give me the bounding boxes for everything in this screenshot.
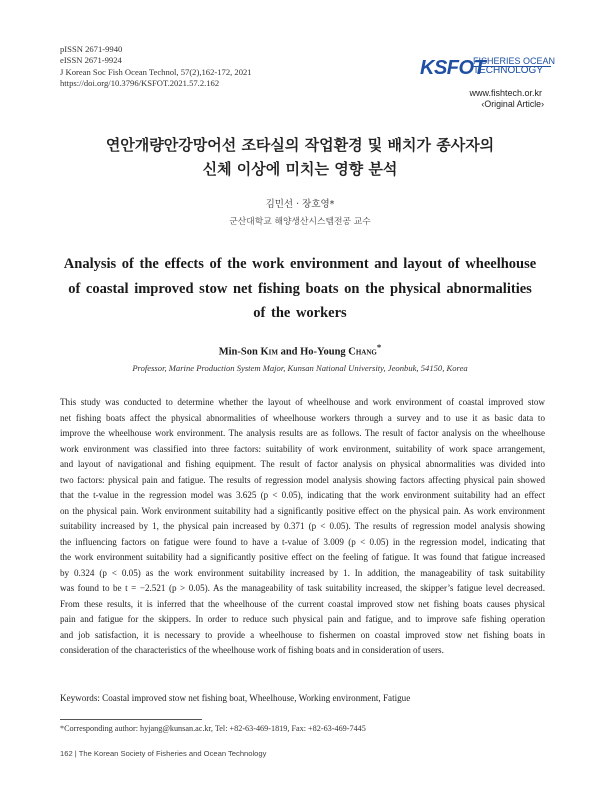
author2-given: Ho-Young [300,346,349,358]
abstract-line: improve the wheelhouse work environment. The analysis results are as follows. The result of factor analysis on the wheelhouse [60,428,545,438]
citation: J Korean Soc Fish Ocean Technol, 57(2),162-172, 2021 [60,66,252,77]
journal-meta [60,44,252,90]
keywords: Keywords: Coastal improved stow net fishing boat, Wheelhouse, Working environment, Fatigue [60,693,411,703]
abstract-line: suitability increased by 1, the physical pain increased by 0.371 (p < 0.05). The results of regression model analysis showing [60,521,545,531]
english-title-line3: of the workers [253,305,347,321]
logo-mark: KSFOT [420,57,486,79]
abstract-line: the work environment suitability had a significantly positive effect on the feeling of fatigue. It was found that fatigue increased [60,552,545,562]
abstract [60,395,545,659]
page-footer: 162 | The Korean Society of Fisheries and Ocean Technology [60,749,267,758]
english-title-line2: of coastal improved stow net fishing boats on the physical abnormalities [68,281,532,297]
korean-title-line2: 신체 이상에 미치는 영향 분석 [202,160,398,178]
article-type: ‹Original Article› [481,99,544,109]
abstract-line: From these results, it is inferred that the wheelhouse of the current coastal improved stow net fishing boats causes physical [60,598,545,609]
doi-link[interactable]: https://doi.org/10.3796/KSFOT.2021.57.2.162 [60,78,220,89]
website-link[interactable]: www.fishtech.or.kr [469,88,542,98]
abstract-line: net fishing boats affect the physical abnormalities of wheelhouse workers through a survey and to use it as basic data to [60,412,545,423]
logo-rule [473,66,551,67]
abstract-line: the influencing factors on fatigue were found to have a t-value of 3.009 (p < 0.05) in the regression model, indicating that [60,536,545,547]
author2-family: Chang [348,346,377,358]
corresponding-author-footnote: *Corresponding author: hyjang@kunsan.ac.kr, Tel: +82-63-469-1819, Fax: +82-63-469-7445 [60,724,366,733]
footnote-divider [60,719,202,720]
abstract-line: and layout of navigational and fishing equipment. The result of factor analysis on physical abnormalities was divided into [60,459,545,469]
english-affiliation: Professor, Marine Production System Major, Kunsan National University, Jeonbuk, 54150, Korea [132,363,468,373]
pissn: pISSN 2671-9940 [60,44,123,54]
abstract-line: on the physical pain. Work environment suitability had a significantly positive effect on the physical pain. As work environment [60,505,545,516]
abstract-line: was found to be t = −2.521 (p > 0.05). As the manageability of task suitability increased, the skipper’s fatigue level decreased. [60,583,545,593]
english-title-line1: Analysis of the effects of the work environment and layout of wheelhouse [63,256,537,272]
abstract-line: and job satisfaction, it is necessary to provide a wheelhouse to fishermen on coastal improved stow net fishing boats in [60,629,545,640]
author-conjunction: and [277,346,301,358]
abstract-line: work environment was classified into three factors: suitability of work environment, suitability of work space arrangement, [60,443,545,454]
abstract-line: two factors: physical pain and fatigue. The results of regression model analysis showing factors affecting physical pain showed [60,474,545,485]
korean-title-line1: 연안개량안강망어선 조타실의 작업환경 및 배치가 종사자의 [105,136,495,154]
abstract-line: by 0.324 (p < 0.05) as the work environment suitability increased by 1. In addition, the manageability of task suitability [60,567,545,578]
logo-line1: FISHERIES OCEAN [473,56,556,66]
abstract-line: that the t-value in the regression model was 3.625 (p < 0.05), indicating that the work environment suitability had an effect [60,490,545,500]
abstract-line: pain and fatigue for the skippers. In order to reduce such physical pain and fatigue, and to improve safe fishing operation [60,614,545,624]
korean-affiliation: 군산대학교 해양생산시스템전공 교수 [229,217,371,227]
abstract-line: This study was conducted to determine whether the layout of wheelhouse and work environment of coastal improved stow [60,397,545,407]
ksfot-logo [420,55,556,83]
author1-family: Kim [260,346,278,358]
english-authors [0,342,600,358]
korean-authors: 김민선 · 장호영* [265,199,335,210]
corresponding-mark: * [376,342,382,352]
eissn: eISSN 2671-9924 [60,55,122,66]
abstract-line: consideration of the characteristics of the wheelhouse work of fishing boats and in consideration of users. [60,645,444,655]
author1-given: Min-Son [218,346,261,358]
logo-line2: TECHNOLOGY [473,65,544,76]
